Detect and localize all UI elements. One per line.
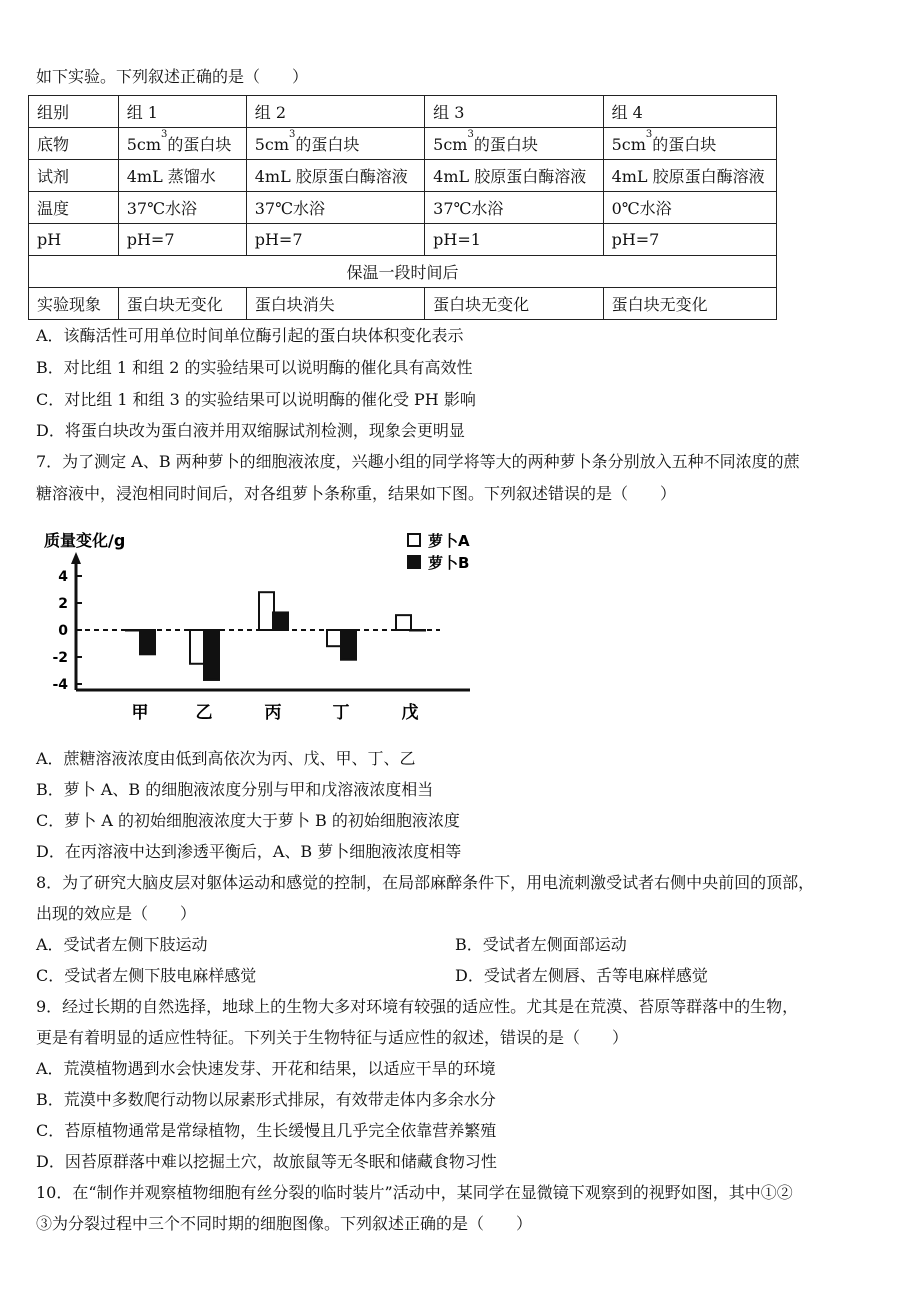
q10-stem-line2: ③为分裂过程中三个不同时期的细胞图像。下列叙述正确的是（ ） [36, 1214, 533, 1233]
x-tick-label: 丁 [332, 703, 350, 724]
y-tick-label: -4 [52, 677, 68, 693]
q10-stem-line1: 10．在“制作并观察植物细胞有丝分裂的临时装片”活动中，某同学在显微镜下观察到的视野如图，其中①② [36, 1183, 793, 1202]
q6-option-d: D．将蛋白块改为蛋白液并用双缩脲试剂检测，现象会更明显 [36, 421, 465, 440]
table-header-row [29, 96, 777, 128]
q7-option-c: C．萝卜 A 的初始细胞液浓度大于萝卜 B 的初始细胞液浓度 [36, 811, 460, 830]
q9-option-c: C．苔原植物通常是常绿植物，生长缓慢且几乎完全依靠营养繁殖 [36, 1121, 497, 1140]
table-cell: 组 4 [603, 96, 776, 128]
table-cell: pH [29, 224, 119, 256]
y-tick-label: 0 [58, 623, 68, 639]
table-row [29, 288, 777, 320]
q6-option-b: B．对比组 1 和组 2 的实验结果可以说明酶的催化具有高效性 [36, 358, 473, 377]
q9-option-a: A．荒漠植物遇到水会快速发芽、开花和结果，以适应干旱的环境 [36, 1059, 496, 1078]
x-tick-label: 甲 [131, 703, 149, 724]
table-cell: 底物 [29, 128, 119, 160]
table-cell: $5cm^3$的蛋白块 [425, 128, 603, 160]
table-cell: 蛋白块无变化 [118, 288, 246, 320]
table-cell: 4mL 胶原蛋白酶溶液 [246, 160, 424, 192]
table-cell: 组 1 [118, 96, 246, 128]
table-cell: 0℃水浴 [603, 192, 776, 224]
table-cell: $5cm^3$的蛋白块 [118, 128, 246, 160]
q9-stem-line1: 9．经过长期的自然选择，地球上的生物大多对环境有较强的适应性。尤其是在荒漠、苔原等群落中的生物， [36, 997, 799, 1016]
y-tick-label: 2 [58, 596, 68, 612]
legend-swatch-a [408, 534, 420, 546]
table-cell: 蛋白块无变化 [603, 288, 776, 320]
x-tick-label: 丙 [264, 703, 282, 724]
table-cell: 组 3 [425, 96, 603, 128]
table-row [29, 128, 777, 160]
bar-radish-b [140, 630, 155, 654]
table-cell: 蛋白块消失 [246, 288, 424, 320]
table-cell: 37℃水浴 [118, 192, 246, 224]
y-axis-arrow [71, 552, 81, 564]
table-cell: pH=7 [118, 224, 246, 256]
table-cell: 37℃水浴 [246, 192, 424, 224]
q7-option-b: B．萝卜 A、B 的细胞液浓度分别与甲和戊溶液浓度相当 [36, 780, 434, 799]
q7-option-d: D．在丙溶液中达到渗透平衡后，A、B 萝卜细胞液浓度相等 [36, 842, 462, 861]
bar-radish-a [396, 615, 411, 630]
table-cell: $5cm^3$的蛋白块 [246, 128, 424, 160]
bar-radish-b [341, 630, 356, 660]
table-cell: 4mL 胶原蛋白酶溶液 [425, 160, 603, 192]
bar-radish-a [190, 630, 205, 664]
q7-option-a: A．蔗糖溶液浓度由低到高依次为丙、戊、甲、丁、乙 [36, 749, 416, 768]
legend-label-a: 萝卜A [428, 532, 470, 550]
q9-option-d: D．因苔原群落中难以挖掘土穴，故旅鼠等无冬眠和储藏食物习性 [36, 1152, 497, 1171]
y-tick-label: -2 [52, 650, 68, 666]
bar-chart [30, 520, 490, 730]
q8-option-b: B．受试者左侧面部运动 [455, 935, 627, 954]
table-cell: 保温一段时间后 [29, 256, 777, 288]
x-tick-label: 戊 [401, 703, 419, 724]
q8-stem-line2: 出现的效应是（ ） [36, 904, 197, 923]
table-cell: $5cm^3$的蛋白块 [603, 128, 776, 160]
table-cell: pH=7 [603, 224, 776, 256]
x-tick-label: 乙 [195, 703, 213, 724]
y-tick-label: 4 [58, 569, 68, 585]
table-cell: pH=7 [246, 224, 424, 256]
table-row [29, 192, 777, 224]
q6-option-a: A．该酶活性可用单位时间单位酶引起的蛋白块体积变化表示 [36, 326, 464, 345]
bar-radish-b [410, 630, 425, 631]
table-row [29, 160, 777, 192]
q7-stem-line1: 7．为了测定 A、B 两种萝卜的细胞液浓度，兴趣小组的同学将等大的两种萝卜条分别放入五种不同浓度的蔗 [36, 452, 800, 471]
table-cell: pH=1 [425, 224, 603, 256]
bar-radish-a [126, 630, 141, 631]
q6-option-c: C．对比组 1 和组 3 的实验结果可以说明酶的催化受 PH 影响 [36, 390, 476, 409]
q7-stem-line2: 糖溶液中，浸泡相同时间后，对各组萝卜条称重，结果如下图。下列叙述错误的是（ ） [36, 484, 677, 503]
table-cell: 组别 [29, 96, 119, 128]
legend-label-b: 萝卜B [428, 554, 470, 572]
q9-stem-line2: 更是有着明显的适应性特征。下列关于生物特征与适应性的叙述，错误的是（ ） [36, 1028, 629, 1047]
table-span-row [29, 256, 777, 288]
q8-option-a: A．受试者左侧下肢运动 [36, 935, 208, 954]
table-cell: 组 2 [246, 96, 424, 128]
table-cell: 4mL 胶原蛋白酶溶液 [603, 160, 776, 192]
bar-radish-a [259, 592, 274, 630]
bar-radish-b [273, 612, 288, 630]
experiment-table [28, 95, 777, 320]
table-cell: 试剂 [29, 160, 119, 192]
bar-radish-a [327, 630, 342, 646]
table-row [29, 224, 777, 256]
q8-option-c: C．受试者左侧下肢电麻样感觉 [36, 966, 257, 985]
bar-radish-b [204, 630, 219, 680]
table-cell: 温度 [29, 192, 119, 224]
legend-swatch-b [408, 556, 420, 568]
q8-option-d: D．受试者左侧唇、舌等电麻样感觉 [455, 966, 708, 985]
y-axis-label: 质量变化/g [44, 531, 126, 550]
q6-intro: 如下实验。下列叙述正确的是（ ） [36, 67, 309, 86]
table-cell: 蛋白块无变化 [425, 288, 603, 320]
table-cell: 4mL 蒸馏水 [118, 160, 246, 192]
q9-option-b: B．荒漠中多数爬行动物以尿素形式排尿，有效带走体内多余水分 [36, 1090, 496, 1109]
q8-stem-line1: 8．为了研究大脑皮层对躯体运动和感觉的控制，在局部麻醉条件下，用电流刺激受试者右侧中央前回的顶部， [36, 873, 815, 892]
table-cell: 实验现象 [29, 288, 119, 320]
table-cell: 37℃水浴 [425, 192, 603, 224]
